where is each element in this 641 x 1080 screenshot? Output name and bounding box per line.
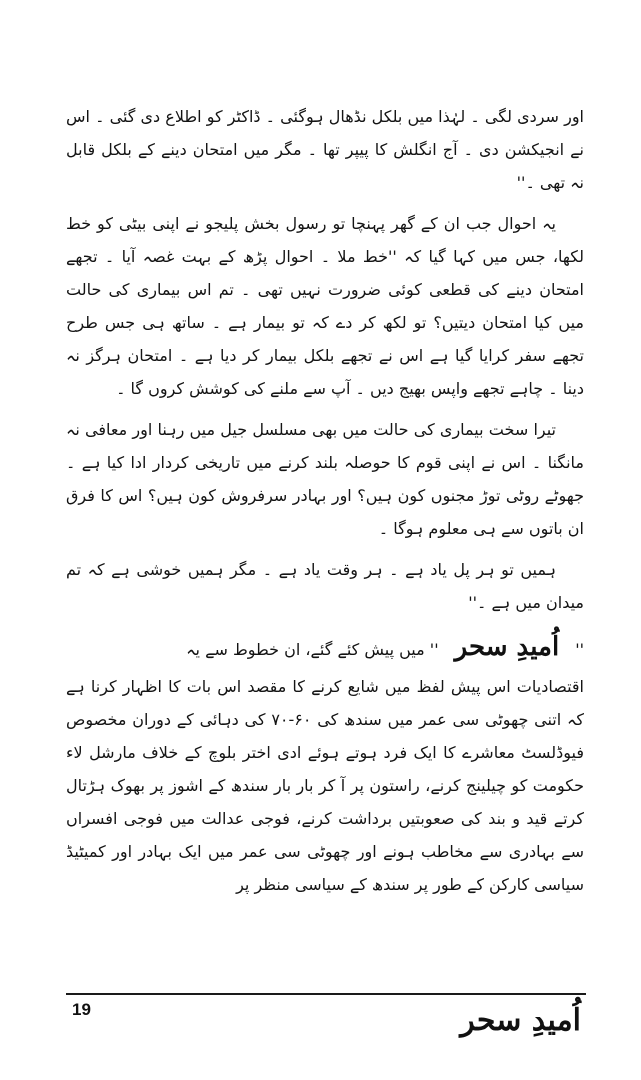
page-number: 19 <box>72 1000 91 1019</box>
paragraph-2: یہ احوال جب ان کے گھر پہنچا تو رسول بخش پلیجو نے اپنی بیٹی کو خط لکھا، جس میں کہا گیا کہ ''خط ملا ۔ احوال پڑھ کے بہت غصہ آیا ۔ تجھے امتحان دینے کی قطعی کوئی ضرورت نہیں تھی ۔ تم اس بیماری کی حالت میں کیا امتحان دیتیں؟ تو لکھ کر دے کہ تو بیمار ہے ۔ ساتھ ہی جس طرح تجھے سفر کرایا گیا ہے اس نے تجھے بلکل بیمار کر دیا ہے ۔ امتحان ہرگز نہ دینا ۔ چاہے تجھے واپس بھیج دیں ۔ آپ سے ملنے کی کوشش کروں گا ۔ <box>66 214 584 398</box>
title-line-rest: '' میں پیش کئے گئے، ان خطوط سے یہ <box>186 640 439 659</box>
paragraph-3: تیرا سخت بیماری کی حالت میں بھی مسلسل جیل میں رہنا اور معافی نہ مانگنا ۔ اس نے اپنی قوم کا حوصلہ بلند کرنے میں تاریخی کردار ادا کیا ہے ۔ جھوٹے روٹی توڑ مجنوں کون ہیں؟ اور بہادر سرفروش کون ہیں؟ اس کا فرق ان باتوں سے ہی معلوم ہوگا ۔ <box>66 420 584 538</box>
body-text <box>66 100 584 909</box>
book-title-inline: اُمیدِ سحر <box>454 632 560 662</box>
footer-book-logo: اُمیدِ سحر <box>460 1003 581 1038</box>
paragraph-5: اقتصادیات اس پیش لفظ میں شایع کرنے کا مقصد اس بات کا اظہار کرنا ہے کہ اتنی چھوٹی سی عمر میں سندھ کی ۶۰-۷۰ کی دہائی کے دوران مخصوص فیوڈلسٹ معاشرے کا ایک فرد ہوتے ہوئے ادی اختر بلوچ کے خلاف مارشل لاء حکومت کو چیلینج کرنے، راستون پر آ کر بار بار سندھ کے اشوز پر بھوک ہڑتال کرتے قید و بند کی صعوبتیں برداشت کرنے، فوجی عدالت میں فوجی افسراں سے بہادری سے مخاطب ہونے اور چھوٹی سی عمر میں ایک بہادر اور کمیٹیڈ سیاسی کارکن کے طور پر سندھ کے سیاسی منظر پر <box>66 677 585 894</box>
title-reference-line <box>66 627 584 670</box>
paragraph-4: ہمیں تو ہر پل یاد ہے ۔ ہر وقت یاد ہے ۔ مگر ہمیں خوشی ہے کہ تم میدان میں ہے ۔'' <box>66 560 584 612</box>
open-quote: '' <box>575 640 584 659</box>
paragraph-1: اور سردی لگی ۔ لہٰذا میں بلکل نڈھال ہوگئی ۔ ڈاکٹر کو اطلاع دی گئی ۔ اس نے انجیکشن دی ۔ آج انگلش کا پیپر تھا ۔ مگر میں امتحان دینے کے بلکل قابل نہ تھی ۔'' <box>66 107 584 192</box>
footer-divider <box>66 993 586 995</box>
